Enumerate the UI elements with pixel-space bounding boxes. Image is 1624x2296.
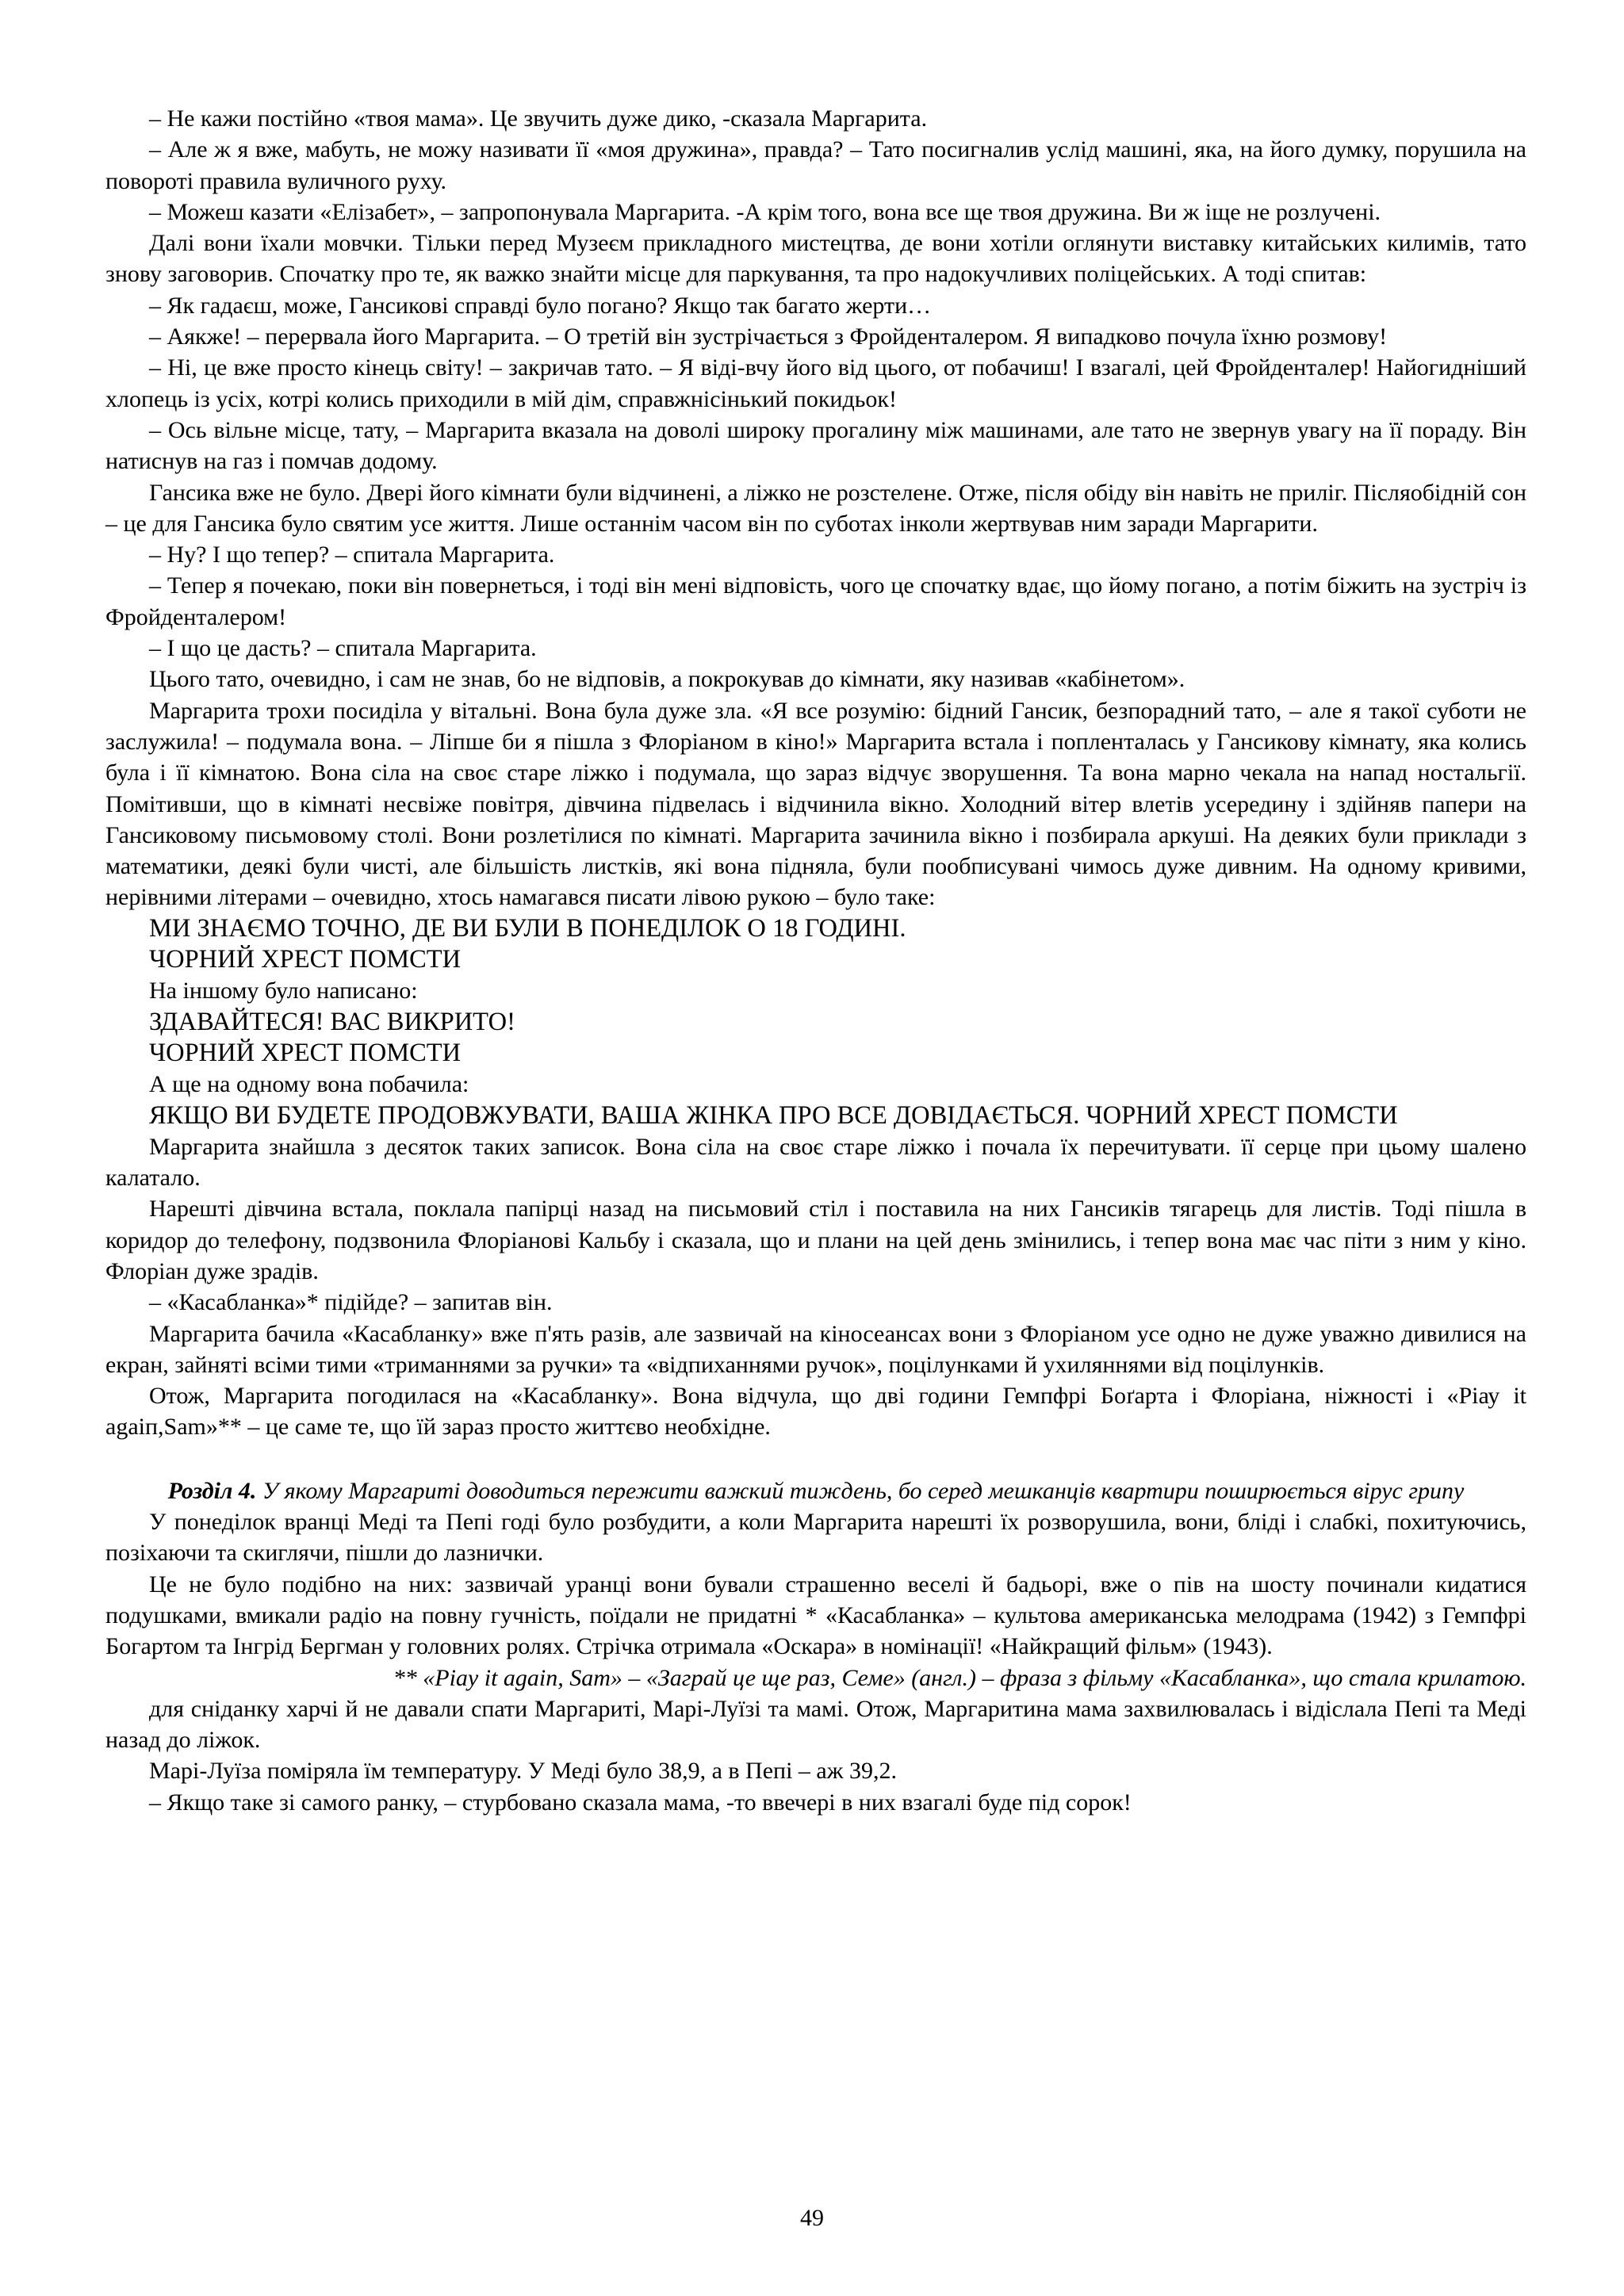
- paragraph: Далі вони їхали мовчки. Тільки перед Музеєм прикладного мистецтва, де вони хотіли оглянути виставку китайських килимів, тато знову заговорив. Спочатку про те, як важко знайти місце для паркування, та про надокучливих поліцейських. А тоді спитав:: [105, 230, 1526, 288]
- paragraph: Цього тато, очевидно, і сам не знав, бо не відповів, а покрокував до кімнати, яку називав «кабінетом».: [149, 666, 1185, 693]
- note-signature: ЧОРНИЙ ХРЕСТ ПОМСТИ: [149, 945, 462, 974]
- footnote: ** «Piay it again, Sam» – «Заграй це ще раз, Семе» (англ.) – фраза з фільму «Касабланка», що стала крилатою.: [393, 1664, 1526, 1691]
- paragraph: Нарешті дівчина встала, поклала папірці назад на письмовий стіл і поставила на них Гансиків тягарець для листів. Тоді пішла в коридор до телефону, подзвонила Флоріанові Кальбу і сказала, що и плани на цей день змінились, і тепер вона має час піти з ним у кіно. Флоріан дуже зрадів.: [105, 1196, 1526, 1284]
- paragraph: – Ні, це вже просто кінець світу! – закричав тато. – Я віді-вчу його від цього, от побачиш! І взагалі, цей Фройденталер! Найогидніший хлопець із усіх, котрі колись приходили в мій дім, справжнісінький покидьок!: [105, 354, 1526, 412]
- paragraph: – Як гадаєш, може, Гансикові справді було погано? Якщо так багато жерти…: [149, 292, 932, 319]
- paragraph: Отож, Маргарита погодилася на «Касабланку». Вона відчула, що дві години Гемпфрі Боґарта і Флоріана, ніжності і «Ріау it agaiп,Sam»** – це саме те, що їй зараз просто життєво необхідне.: [105, 1383, 1526, 1441]
- paragraph: У понеділок вранці Меді та Пепі годі було розбудити, а коли Маргарита нарешті їх розворушила, вони, бліді і слабкі, похитуючись, позіхаючи та скиглячи, пішли до лазнички.: [105, 1509, 1526, 1567]
- paragraph: – Якщо таке зі самого ранку, – стурбовано сказала мама, -то ввечері в них взагалі буде під сорок!: [149, 1789, 1132, 1816]
- note-intro: На іншому було написано:: [149, 978, 418, 1004]
- paragraph: – Аякже! – перервала його Маргарита. – О третій він зустрічається з Фройденталером. Я випадково почула їхню розмову!: [149, 323, 1388, 350]
- note-text: ЗДАВАЙТЕСЯ! ВАС ВИКРИТО!: [149, 1007, 515, 1036]
- note-intro: А ще на одному вона побачила:: [149, 1071, 469, 1098]
- paragraph: – І що це дасть? – спитала Маргарита.: [149, 635, 537, 662]
- paragraph: Маргарита бачила «Касабланку» вже п'ять разів, але зазвичай на кіносеансах вони з Флоріаном усе одно не дуже уважно дивилися на екран, зайняті всіми тими «триманнями за ручки» та «відпиханнями ручок», поцілунками й ухиляннями від поцілунків.: [105, 1320, 1526, 1378]
- page-number: 49: [800, 2205, 824, 2231]
- paragraph: Гансика вже не було. Двері його кімнати були відчинені, а ліжко не розстелене. Отже, після обіду він навіть не приліг. Післяобідній сон – це для Гансика було святим усе життя. Лише останнім часом він по суботах інколи жертвував ним заради Маргарити.: [105, 479, 1526, 537]
- chapter-label: Розділ 4.: [167, 1477, 257, 1504]
- paragraph: – Ось вільне місце, тату, – Маргарита вказала на доволі широку прогалину між машинами, але тато не звернув увагу на її пораду. Він натиснув на газ і помчав додому.: [105, 416, 1526, 475]
- note-text: МИ ЗНАЄМО ТОЧНО, ДЕ ВИ БУЛИ В ПОНЕДІЛОК О 18 ГОДИНІ.: [149, 913, 906, 943]
- paragraph: Марі-Луїза поміряла їм температуру. У Меді було 38,9, а в Пепі – аж 39,2.: [149, 1758, 897, 1785]
- paragraph: Маргарита трохи посиділа у вітальні. Вона була дуже зла. «Я все розумію: бідний Гансик, безпорадний тато, – але я такої суботи не заслужила! – подумала вона. – Ліпше би я пішла з Флоріаном в кіно!» Маргарита встала і попленталась у Гансикову кімнату, яка колись була і її кімнатою. Вона сіла на своє старе ліжко і подумала, що зараз відчує зворушення. Та вона марно чекала на напад ностальгії. Помітивши, що в кімнаті несвіже повітря, дівчина підвелась і відчинила вікно. Холодний вітер влетів усередину і здійняв папери на Гансиковому письмовому столі. Вони розлетілися по кімнаті. Маргарита зачинила вікно і позбирала аркуші. На деяких були приклади з математики, деякі були чисті, але більшість листків, які вона підняла, були пообписувані чимось дуже дивним. На одному кривими, нерівними літерами – очевидно, хтось намагався писати лівою рукою – було таке:: [105, 697, 1526, 911]
- paragraph: – Ну? І що тепер? – спитала Маргарита.: [149, 541, 555, 568]
- chapter-heading: [105, 1475, 1526, 1506]
- paragraph: – «Касабланка»* підійде? – запитав він.: [149, 1289, 553, 1316]
- note-signature: ЧОРНИЙ ХРЕСТ ПОМСТИ: [149, 1038, 462, 1067]
- document-page: [105, 103, 1526, 1818]
- paragraph: – Не кажи постійно «твоя мама». Це звучить дуже дико, -сказала Маргарита.: [149, 105, 928, 132]
- paragraph: Маргарита знайшла з десяток таких записок. Вона сіла на своє старе ліжко і почала їх перечитувати. її серце при цьому шалено калатало.: [105, 1133, 1526, 1192]
- paragraph: Це не було подібно на них: зазвичай уранці вони бували страшенно веселі й бадьорі, вже о пів на шосту починали кидатися подушками, вмикали радіо на повну гучність, поїдали не придатні * «Касабланка» – культова американська мелодрама (1942) з Гемпфрі Богартом та Інгрід Бергман у головних ролях. Стрічка отримала «Оскара» в номінації! «Найкращий фільм» (1943).: [105, 1571, 1526, 1660]
- paragraph: для сніданку харчі й не давали спати Маргариті, Марі-Луїзі та мамі. Отож, Маргаритина мама захвилювалась і відіслала Пепі та Меді назад до ліжок.: [105, 1695, 1526, 1754]
- paragraph: – Можеш казати «Елізабет», – запропонувала Маргарита. -А крім того, вона все ще твоя дружина. Ви ж іще не розлучені.: [149, 198, 1381, 225]
- paragraph: – Тепер я почекаю, поки він повернеться, і тоді він мені відповість, чого це спочатку вдає, що йому погано, а потім біжить на зустріч із Фройденталером!: [105, 572, 1526, 630]
- chapter-title: У якому Маргариті доводиться пережити важкий тиждень, бо серед мешканців квартири поширюється вірус грипу: [262, 1477, 1465, 1504]
- paragraph: – Але ж я вже, мабуть, не можу називати її «моя дружина», правда? – Тато посигналив услід машині, яка, на його думку, порушила на повороті правила вуличного руху.: [105, 136, 1526, 194]
- note-text: ЯКЩО ВИ БУДЕТЕ ПРОДОВЖУВАТИ, ВАША ЖІНКА ПРО ВСЕ ДОВІДАЄТЬСЯ. ЧОРНИЙ ХРЕСТ ПОМСТИ: [149, 1100, 1398, 1130]
